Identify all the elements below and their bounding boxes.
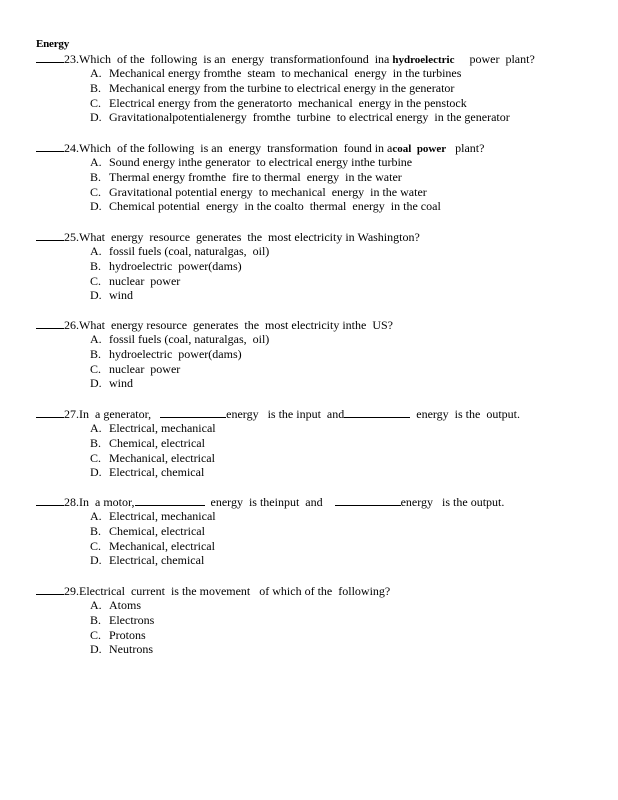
question-stem: 25.What energy resource generates the most electricity in Washington? — [36, 229, 596, 244]
question-stem: 24.Which of the following is an energy transformation found in acoal power plant? — [36, 140, 596, 155]
option-c: C. nuclear power — [90, 273, 181, 288]
option-list — [90, 421, 596, 480]
question-stem: 27.In a generator, energy is the input and energy is the output. — [36, 406, 596, 421]
fill-blank-output[interactable] — [344, 406, 410, 418]
option-d: D. Electrical, chemical — [90, 465, 205, 480]
question-25 — [36, 229, 596, 303]
option-d: D. Chemical potential energy in the coalto thermal energy in the coal — [90, 199, 441, 214]
option-a: A. Atoms — [90, 598, 142, 612]
option-a: A. Mechanical energy fromthe steam to mechanical energy in the turbines — [90, 66, 462, 80]
question-23 — [36, 51, 596, 125]
question-29 — [36, 583, 596, 657]
option-d: D. wind — [90, 288, 133, 303]
question-27 — [36, 406, 596, 480]
option-a: A. Electrical, mechanical — [90, 509, 216, 523]
question-28 — [36, 494, 596, 568]
option-c: C. Mechanical, electrical — [90, 538, 215, 553]
answer-blank[interactable] — [36, 317, 64, 329]
option-c: C. Gravitational potential energy to mechanical energy in the water — [90, 184, 427, 199]
answer-blank[interactable] — [36, 229, 64, 241]
option-b: B. Thermal energy fromthe fire to thermal energy in the water — [90, 169, 402, 184]
option-c: C. Mechanical, electrical — [90, 450, 215, 465]
worksheet-heading: Energy — [36, 38, 70, 50]
option-d: D. Gravitationalpotentialenergy fromthe turbine to electrical energy in the generator — [90, 110, 510, 125]
option-list — [90, 244, 596, 303]
question-stem: 28.In a motor, energy is theinput and energy is the output. — [36, 494, 596, 509]
answer-blank[interactable] — [36, 51, 64, 63]
option-list — [90, 332, 596, 391]
option-b: B. hydroelectric power(dams) — [90, 346, 242, 361]
question-stem: 23.Which of the following is an energy transformationfound ina hydroelectric power plant? — [36, 51, 596, 66]
fill-blank-input[interactable] — [135, 494, 205, 506]
option-a: A. fossil fuels (coal, naturalgas, oil) — [90, 332, 270, 346]
option-b: B. Electrons — [90, 612, 155, 627]
option-a: A. Electrical, mechanical — [90, 421, 216, 435]
option-list — [90, 509, 596, 568]
option-a: A. fossil fuels (coal, naturalgas, oil) — [90, 244, 270, 258]
option-list — [90, 155, 596, 214]
option-b: B. hydroelectric power(dams) — [90, 258, 242, 273]
question-stem: 29.Electrical current is the movement of which of the following? — [36, 583, 596, 598]
option-b: B. Chemical, electrical — [90, 435, 205, 450]
question-stem: 26.What energy resource generates the most electricity inthe US? — [36, 317, 596, 332]
option-list — [90, 598, 596, 657]
fill-blank-output[interactable] — [335, 494, 401, 506]
answer-blank[interactable] — [36, 406, 64, 418]
option-c: C. nuclear power — [90, 361, 181, 376]
option-d: D. Electrical, chemical — [90, 553, 205, 568]
option-d: D. Neutrons — [90, 642, 153, 657]
question-26 — [36, 317, 596, 391]
option-c: C. Protons — [90, 627, 146, 642]
option-a: A. Sound energy inthe generator to electrical energy inthe turbine — [90, 155, 413, 169]
option-list — [90, 66, 596, 125]
answer-blank[interactable] — [36, 140, 64, 152]
option-d: D. wind — [90, 376, 133, 391]
answer-blank[interactable] — [36, 494, 64, 506]
option-b: B. Mechanical energy from the turbine to electrical energy in the generator — [90, 80, 455, 95]
answer-blank[interactable] — [36, 583, 64, 595]
option-b: B. Chemical, electrical — [90, 523, 205, 538]
question-24 — [36, 140, 596, 214]
option-c: C. Electrical energy from the generatorto mechanical energy in the penstock — [90, 95, 467, 110]
fill-blank-input[interactable] — [160, 406, 226, 418]
